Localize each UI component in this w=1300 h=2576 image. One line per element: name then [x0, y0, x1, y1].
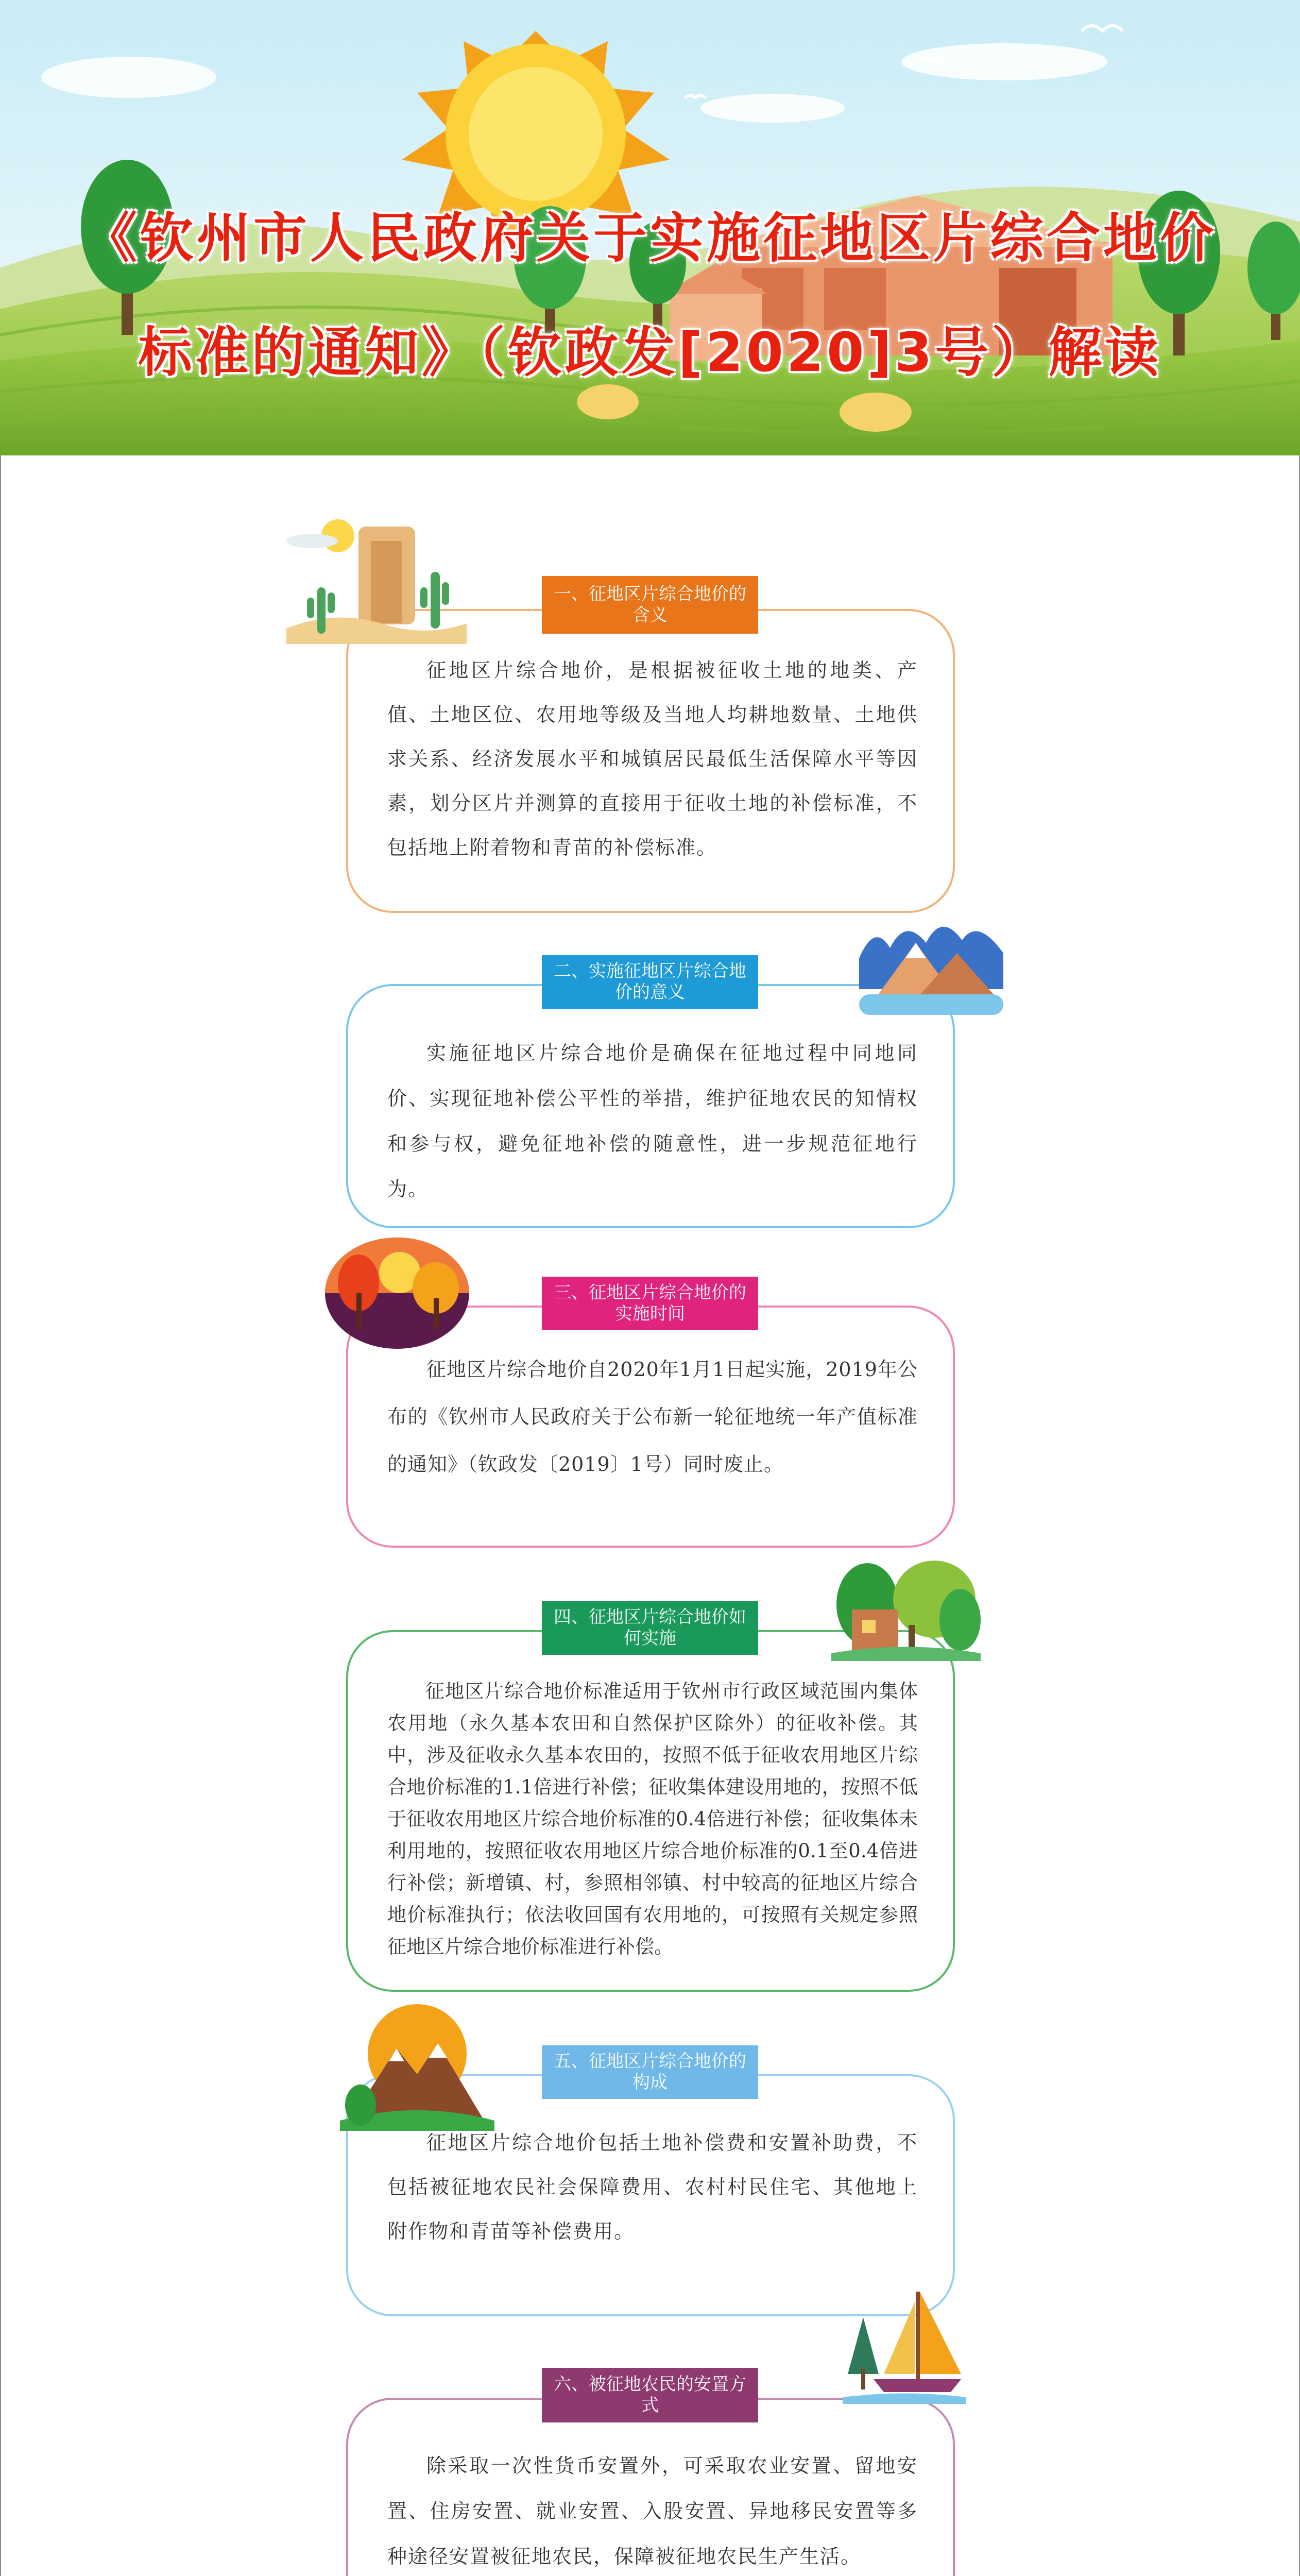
desert-icon — [276, 515, 472, 649]
section-1-paragraph: 征地区片综合地价，是根据被征收土地的地类、产值、土地区位、农用地等级及当地人均耕地数量、土地供求关系、经济发展水平和城镇居民最低生活保障水平等因素，划分区片并测算的直接用于征收土地的补偿标准，不包括地上附着物和青苗的补偿标准。 — [387, 659, 918, 859]
section-6-text — [387, 2443, 918, 2576]
volcano-icon — [340, 2002, 494, 2136]
section-3-text — [387, 1346, 918, 1488]
header-banner — [0, 0, 1300, 455]
section-5-paragraph: 征地区片综合地价包括土地补偿费和安置补助费，不包括被征地农民社会保障费用、农村村民住宅、其他地上附作物和青苗等补偿费用。 — [387, 2131, 918, 2243]
section-1-tag: 一、征地区片综合地价的含义 — [542, 576, 758, 634]
sunset-tree-icon — [322, 1231, 472, 1350]
section-4-text — [387, 1675, 918, 1963]
section-5-tag: 五、征地区片综合地价的构成 — [542, 2045, 758, 2099]
section-2-paragraph: 实施征地区片综合地价是确保在征地过程中同地同价、实现征地补偿公平性的举措，维护征地农民的知情权和参与权，避免征地补偿的随意性，进一步规范征地行为。 — [387, 1042, 918, 1200]
mountain-lake-icon — [854, 912, 1008, 1020]
section-4-tag: 四、征地区片综合地价如何实施 — [542, 1601, 758, 1655]
page-title-line2: 标准的通知》（钦政发[2020]3号）解读 — [138, 321, 1162, 384]
village-icon — [831, 1558, 981, 1661]
sailboat-icon — [843, 2286, 966, 2405]
section-1-text — [387, 648, 918, 870]
section-5-text — [387, 2121, 918, 2253]
section-2-tag: 二、实施征地区片综合地价的意义 — [542, 955, 758, 1009]
section-4-paragraph: 征地区片综合地价标准适用于钦州市行政区域范围内集体农用地（永久基本农田和自然保护区除外）的征收补偿。其中，涉及征收永久基本农田的，按照不低于征收农用地区片综合地价标准的1.1倍进行补偿；征收集体建设用地的，按照不低于征收农用地区片综合地价标准的0.4倍进行补偿；征收集体未利用地的，按照征收农用地区片综合地价标准的0.1至0.4倍进行补偿；新增镇、村，参照相邻镇、村中较高的征地区片综合地价标准执行；依法收回国有农用地的，可按照有关规定参照征地区片综合地价标准进行补偿。 — [387, 1680, 918, 1958]
section-3-paragraph: 征地区片综合地价自2020年1月1日起实施，2019年公布的《钦州市人民政府关于公布新一轮征地统一年产值标准的通知》（钦政发〔2019〕1号）同时废止。 — [387, 1358, 918, 1476]
section-6-tag: 六、被征地农民的安置方式 — [542, 2368, 758, 2422]
section-6-paragraph: 除采取一次性货币安置外，可采取农业安置、留地安置、住房安置、就业安置、入股安置、异地移民安置等多种途径安置被征地农民，保障被征地农民生产生活。 — [387, 2454, 918, 2568]
page-title-line1: 《钦州市人民政府关于实施征地区片综合地价 — [83, 207, 1217, 269]
section-3-tag: 三、征地区片综合地价的实施时间 — [542, 1277, 758, 1330]
section-2-text — [387, 1030, 918, 1212]
